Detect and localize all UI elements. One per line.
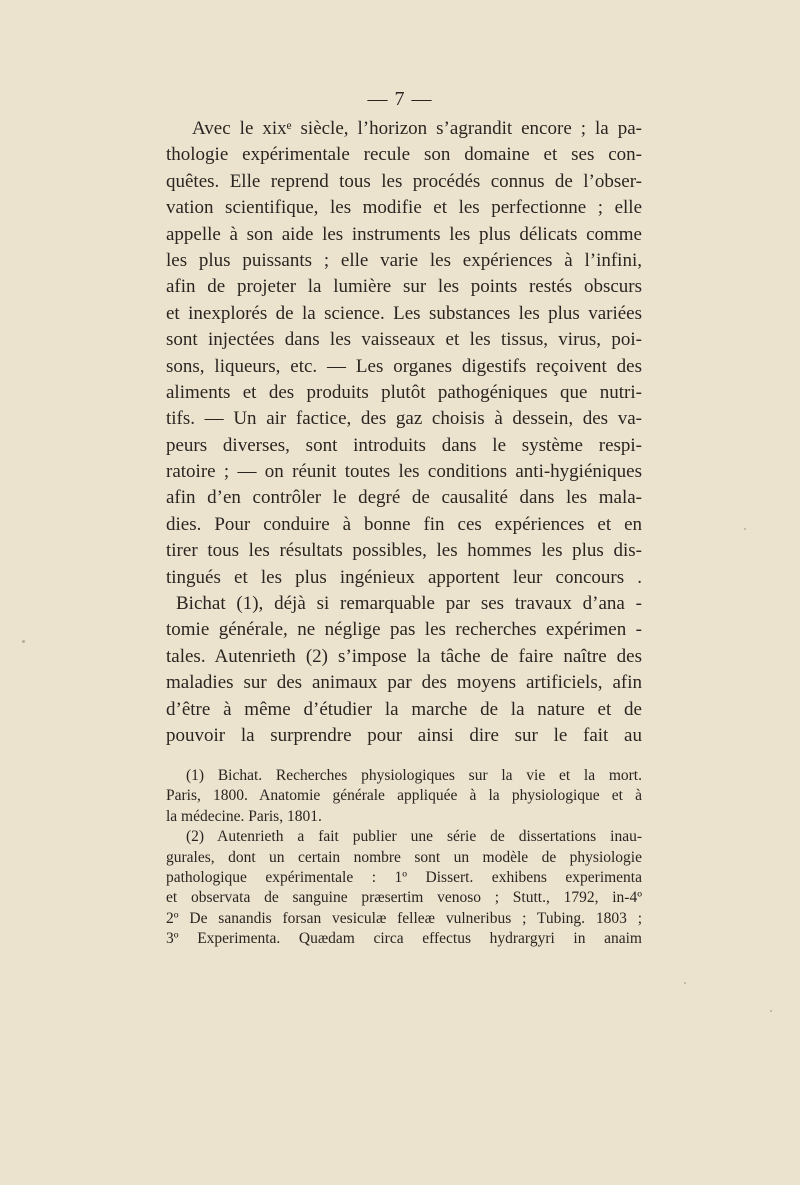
text-line: les plus puissants ; elle varie les expériences à l’infini, <box>166 249 642 271</box>
footnotes <box>166 766 642 950</box>
text-line: peurs diverses, sont introduits dans le système respi- <box>166 434 642 456</box>
text-line: appelle à son aide les instruments les plus délicats comme <box>166 223 642 245</box>
footnote-line: (1) Bichat. Recherches physiologiques sur la vie et la mort. <box>186 767 642 784</box>
footnote-line: la médecine. Paris, 1801. <box>166 807 322 825</box>
paper-speck <box>684 982 686 984</box>
footnote-line: et observata de sanguine præsertim venoso ; Stutt., 1792, in-4º <box>166 889 642 907</box>
footnote-line: 2º De sanandis forsan vesiculæ felleæ vulneribus ; Tubing. 1803 ; <box>166 909 642 927</box>
text-line: tomie générale, ne néglige pas les recherches expérimen - <box>166 619 642 641</box>
text-line: tingués et les plus ingénieux apportent leur concours . <box>166 566 642 588</box>
paper-speck <box>744 528 746 530</box>
text-line: sons, liqueurs, etc. — Les organes digestifs reçoivent des <box>166 355 642 377</box>
text-line: vation scientifique, les modifie et les perfectionne ; elle <box>166 197 642 219</box>
text-line: aliments et des produits plutôt pathogéniques que nutri- <box>166 381 642 403</box>
text-line: Bichat (1), déjà si remarquable par ses travaux d’ana - <box>176 593 642 615</box>
text-line: dies. Pour conduire à bonne fin ces expériences et en <box>166 513 642 535</box>
footnote-line: Paris, 1800. Anatomie générale appliquée à la physiologique et à <box>166 787 642 805</box>
footnote-line: (2) Autenrieth a fait publier une série de dissertations inau- <box>186 828 642 846</box>
page-number: — 7 — <box>367 88 433 110</box>
text-line: Avec le xixᵉ siècle, l’horizon s’agrandit encore ; la pa- <box>192 118 642 139</box>
footnote-line: 3º Experimenta. Quædam circa effectus hydrargyri in anaim <box>166 930 642 948</box>
text-line: afin de projeter la lumière sur les points restés obscurs <box>166 276 642 298</box>
paper-speck <box>770 1010 772 1012</box>
text-line: d’être à même d’étudier la marche de la nature et de <box>166 698 642 720</box>
text-line: et inexplorés de la science. Les substances les plus variées <box>166 302 642 324</box>
text-line: afin d’en contrôler le degré de causalité dans les mala- <box>166 487 642 509</box>
text-line: tales. Autenrieth (2) s’impose la tâche de faire naître des <box>166 645 642 667</box>
text-line: ratoire ; — on réunit toutes les conditions anti-hygiéniques <box>166 461 642 483</box>
footnote-line: pathologique expérimentale : 1º Dissert. exhibens experimenta <box>166 868 642 886</box>
text-line: tirer tous les résultats possibles, les hommes les plus dis- <box>166 540 642 562</box>
text-line: maladies sur des animaux par des moyens artificiels, afin <box>166 672 642 694</box>
footnote-line: gurales, dont un certain nombre sont un modèle de physiologie <box>166 848 642 866</box>
text-line: thologie expérimentale recule son domaine et ses con- <box>166 144 642 166</box>
text-line: pouvoir la surprendre pour ainsi dire sur le fait au <box>166 724 642 746</box>
text-line: tifs. — Un air factice, des gaz choisis à dessein, des va- <box>166 408 642 430</box>
text-line: sont injectées dans les vaisseaux et les tissus, virus, poi- <box>166 329 642 351</box>
text-line: quêtes. Elle reprend tous les procédés connus de l’obser- <box>166 170 642 192</box>
paper-speck <box>22 640 25 643</box>
main-text <box>166 116 642 749</box>
